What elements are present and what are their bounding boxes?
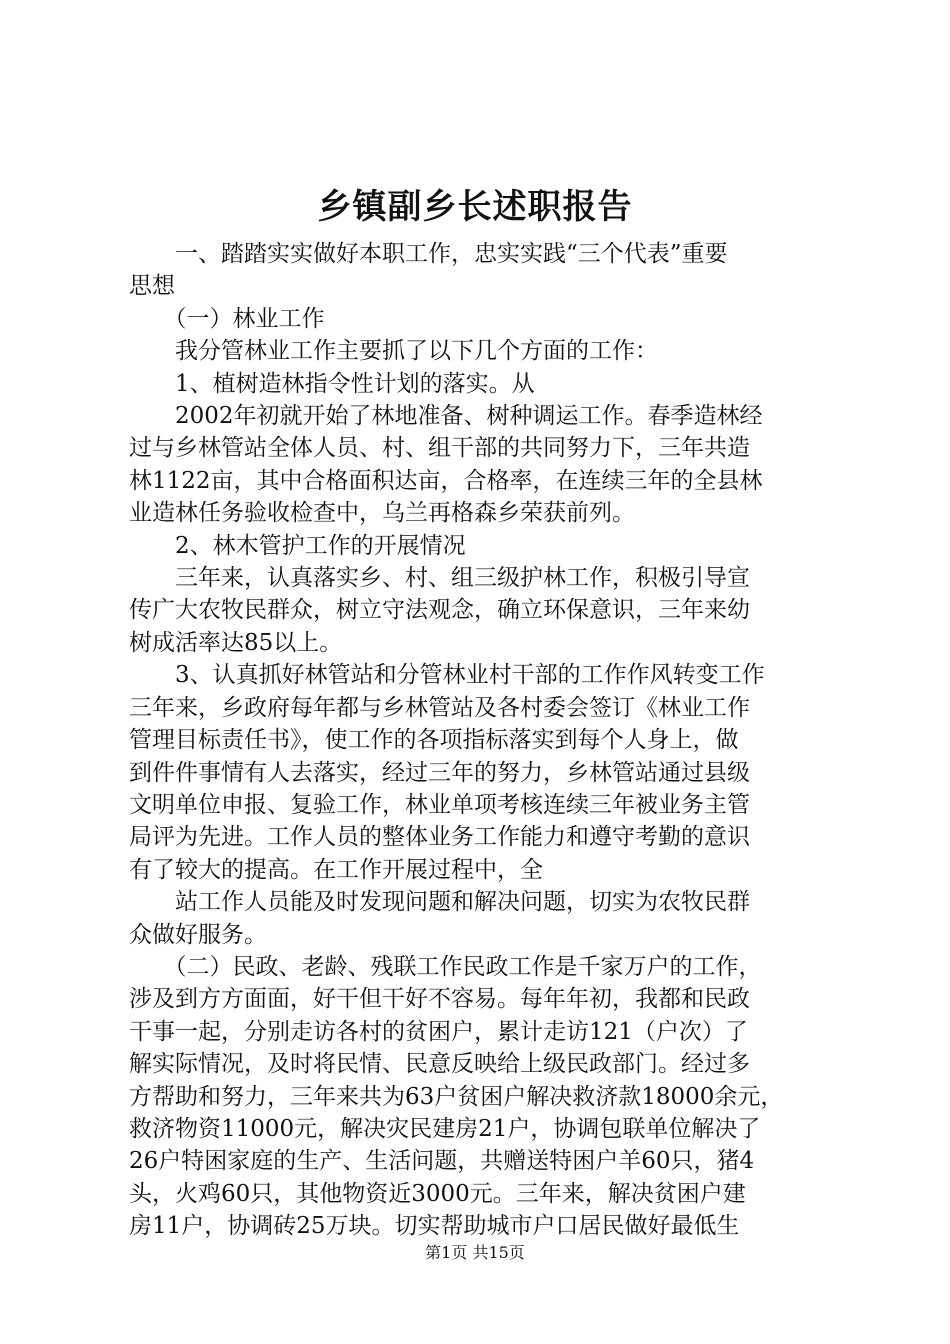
body-line: 林1122亩，其中合格面积达亩，合格率，在连续三年的全县林 — [129, 467, 763, 494]
body-line: 一、踏踏实实做好本职工作，忠实实践“三个代表”重要 — [129, 241, 728, 267]
document-title: 乡镇副乡长述职报告 — [317, 187, 633, 227]
body-line: 站工作人员能及时发现问题和解决问题，切实为农牧民群 — [129, 889, 750, 916]
body-line: 过与乡林管站全体人员、村、组干部的共同努力下，三年共造 — [129, 435, 750, 462]
body-line: 传广大农牧民群众，树立守法观念，确立环保意识，三年来幼 — [129, 597, 750, 624]
body-line: 业造林任务验收检查中，乌兰再格森乡荣获前列。 — [129, 500, 635, 527]
body-line: 头，火鸡60只，其他物资近3000元。三年来，解决贫困户建 — [129, 1180, 746, 1207]
body-line: 2002年初就开始了林地准备、树种调运工作。春季造林经 — [129, 403, 763, 430]
body-line: 三年来，认真落实乡、村、组三级护林工作，积极引导宣 — [129, 565, 750, 592]
body-line: 众做好服务。 — [129, 921, 267, 948]
body-line: 干事一起，分别走访各村的贫困户，累计走访121（户次）了 — [129, 1018, 748, 1045]
body-line: 思想 — [129, 273, 175, 300]
body-line: 管理目标责任书》，使工作的各项指标落实到每个人身上，做 — [129, 727, 739, 754]
body-line: 局评为先进。工作人员的整体业务工作能力和遵守考勤的意识 — [129, 824, 750, 851]
body-line: 到件件事情有人去落实，经过三年的努力，乡林管站通过县级 — [129, 759, 750, 786]
body-line: 我分管林业工作主要抓了以下几个方面的工作： — [129, 338, 658, 365]
body-line: 救济物资11000元，解决灾民建房21户，协调包联单位解决了 — [129, 1115, 761, 1142]
body-line: 房11户，协调砖25万块。切实帮助城市户口居民做好最低生 — [129, 1213, 740, 1240]
body-line: 文明单位申报、复验工作，林业单项考核连续三年被业务主管 — [129, 791, 750, 818]
body-line: （二）民政、老龄、残联工作民政工作是千家万户的工作， — [129, 953, 762, 980]
document-body — [129, 238, 837, 1243]
body-line: 三年来，乡政府每年都与乡林管站及各村委会签订《林业工作 — [129, 694, 750, 721]
body-line: 1、植树造林指令性计划的落实。从 — [129, 370, 535, 397]
page-footer: 第1页 共15页 — [425, 1243, 525, 1262]
body-line: （一）林业工作 — [129, 305, 325, 332]
body-line: 26户特困家庭的生产、生活问题，共赠送特困户羊60只，猪4 — [129, 1148, 755, 1175]
body-line: 涉及到方方面面，好干但干好不容易。每年年初，我都和民政 — [129, 986, 750, 1013]
body-line: 有了较大的提高。在工作开展过程中，全 — [129, 856, 543, 883]
body-line: 解实际情况，及时将民情、民意反映给上级民政部门。经过多 — [129, 1051, 750, 1078]
body-line: 3、认真抓好林管站和分管林业村干部的工作作风转变工作 — [129, 662, 765, 689]
body-line: 2、林木管护工作的开展情况 — [129, 532, 466, 559]
body-line: 树成活率达85以上。 — [129, 629, 343, 656]
body-line: 方帮助和努力，三年来共为63户贫困户解决救济款18000余元， — [129, 1083, 784, 1110]
